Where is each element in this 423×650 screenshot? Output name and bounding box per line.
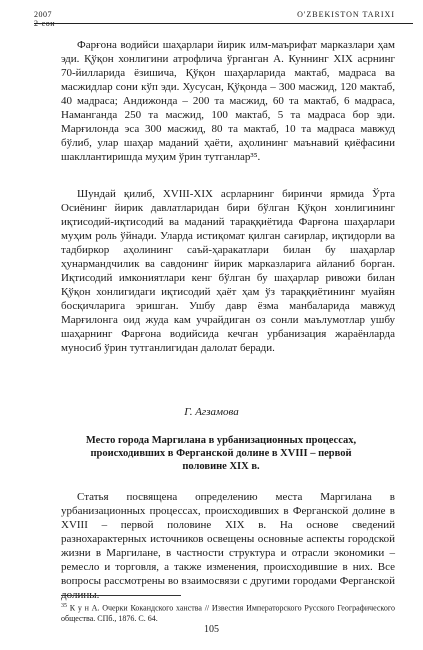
abstract-text: Статья посвящена определению места Маргилана в урбанизационных процессах, происходивших в Ферганской долине в XVIII – первой половине XIX в. На основе сведений разнохарактерных источников освещены основные аспекты городской жизни в Маргилане, в частности структура и отрасли экономики – ремесло и торговля, а также изменения, происходившие в них. Все вопросы рассмотрены во взаимосвязи с другими городами Ферганской долины. <box>61 491 395 601</box>
page-number: 105 <box>204 624 219 635</box>
footnote <box>61 601 395 624</box>
header-journal-title: O'ZBEKISTON TARIXI <box>297 10 395 19</box>
article-author: Г. Агзамова <box>184 406 239 418</box>
footnote-rule <box>61 595 181 596</box>
header-issue-info <box>34 10 55 28</box>
header-year: 2007 <box>34 10 52 19</box>
article-title: Место города Маргилана в урбанизационных процессах, происходивших в Ферганской долине в XVIII – первой половине XIX в. <box>85 435 357 472</box>
footnote-text: К у н А. Очерки Кокандского ханства // Известия Императорского Русского Географического общества. СПб., 1876. С. 64. <box>61 603 395 623</box>
body-paragraph: Шундай қилиб, XVIII-XIX асрларнинг биринчи ярмида Ўрта Осиёнинг йирик давлатларидан бири бўлган Қўқон хонлигининг иқтисодий-иқтисодий ва маданий тараққиётида Фарғона шаҳарлари муҳим роль ўйнади. Уларда истиқомат қилган сағирлар, иқтидорли ва тадбиркор аҳолининг саъй-ҳаракатлари билан бу шаҳарлар ҳунармандчилик ва савдонинг йирик марказларига айланиб борган. Иқтисодий имкониятлари кенг бўлган бу шаҳарлар ривожи билан Қўқон хонлигидаги иқтисодий ҳаёт ҳам ўз тараққиётининг муайян босқичларига эришган. Ушбу давр ёзма манбаларида мавжуд Марғилонга оид жуда кам учрайдиган оз сонли маълумотлар ушбу шаҳарнинг Фарғона водийсида кечган урбанизация жараёнларда муносиб ўрин тутганлигидан далолат беради. <box>61 188 395 354</box>
article-abstract <box>61 490 395 602</box>
previous-article-paragraph-2 <box>61 187 395 355</box>
header-rule <box>34 23 413 24</box>
footnote-number: 35 <box>61 603 67 609</box>
body-paragraph: Фарғона водийси шаҳарлари йирик илм-маърифат марказлари ҳам эди. Қўқон хонлигини атрофлича ўрганган А. Куннинг XIX асрнинг 70-йилларида ёзишича, Қўқон шаҳарларида мактаб, мадраса ва масжидлар сони кўп эди. Хусусан, Қўқонда – 300 масжид, 120 мактаб, 40 мадраса; Андижонда – 200 та масжид, 60 та мактаб, 6 мадраса, Наманганда 250 та масжид, 100 мактаб, 5 та мадраса бор эди. Марғилонда эса 300 масжид, 80 та мактаб, 10 та мадраса мавжуд бўлиб, улар шаҳар маданий ҳаёти, аҳолининг маънавий қиёфасини шакллантиришда муҳим ўрин тутганлар³⁵. <box>61 39 395 163</box>
header-issue: 2-сон <box>34 19 55 28</box>
previous-article-paragraph-1 <box>61 38 395 164</box>
